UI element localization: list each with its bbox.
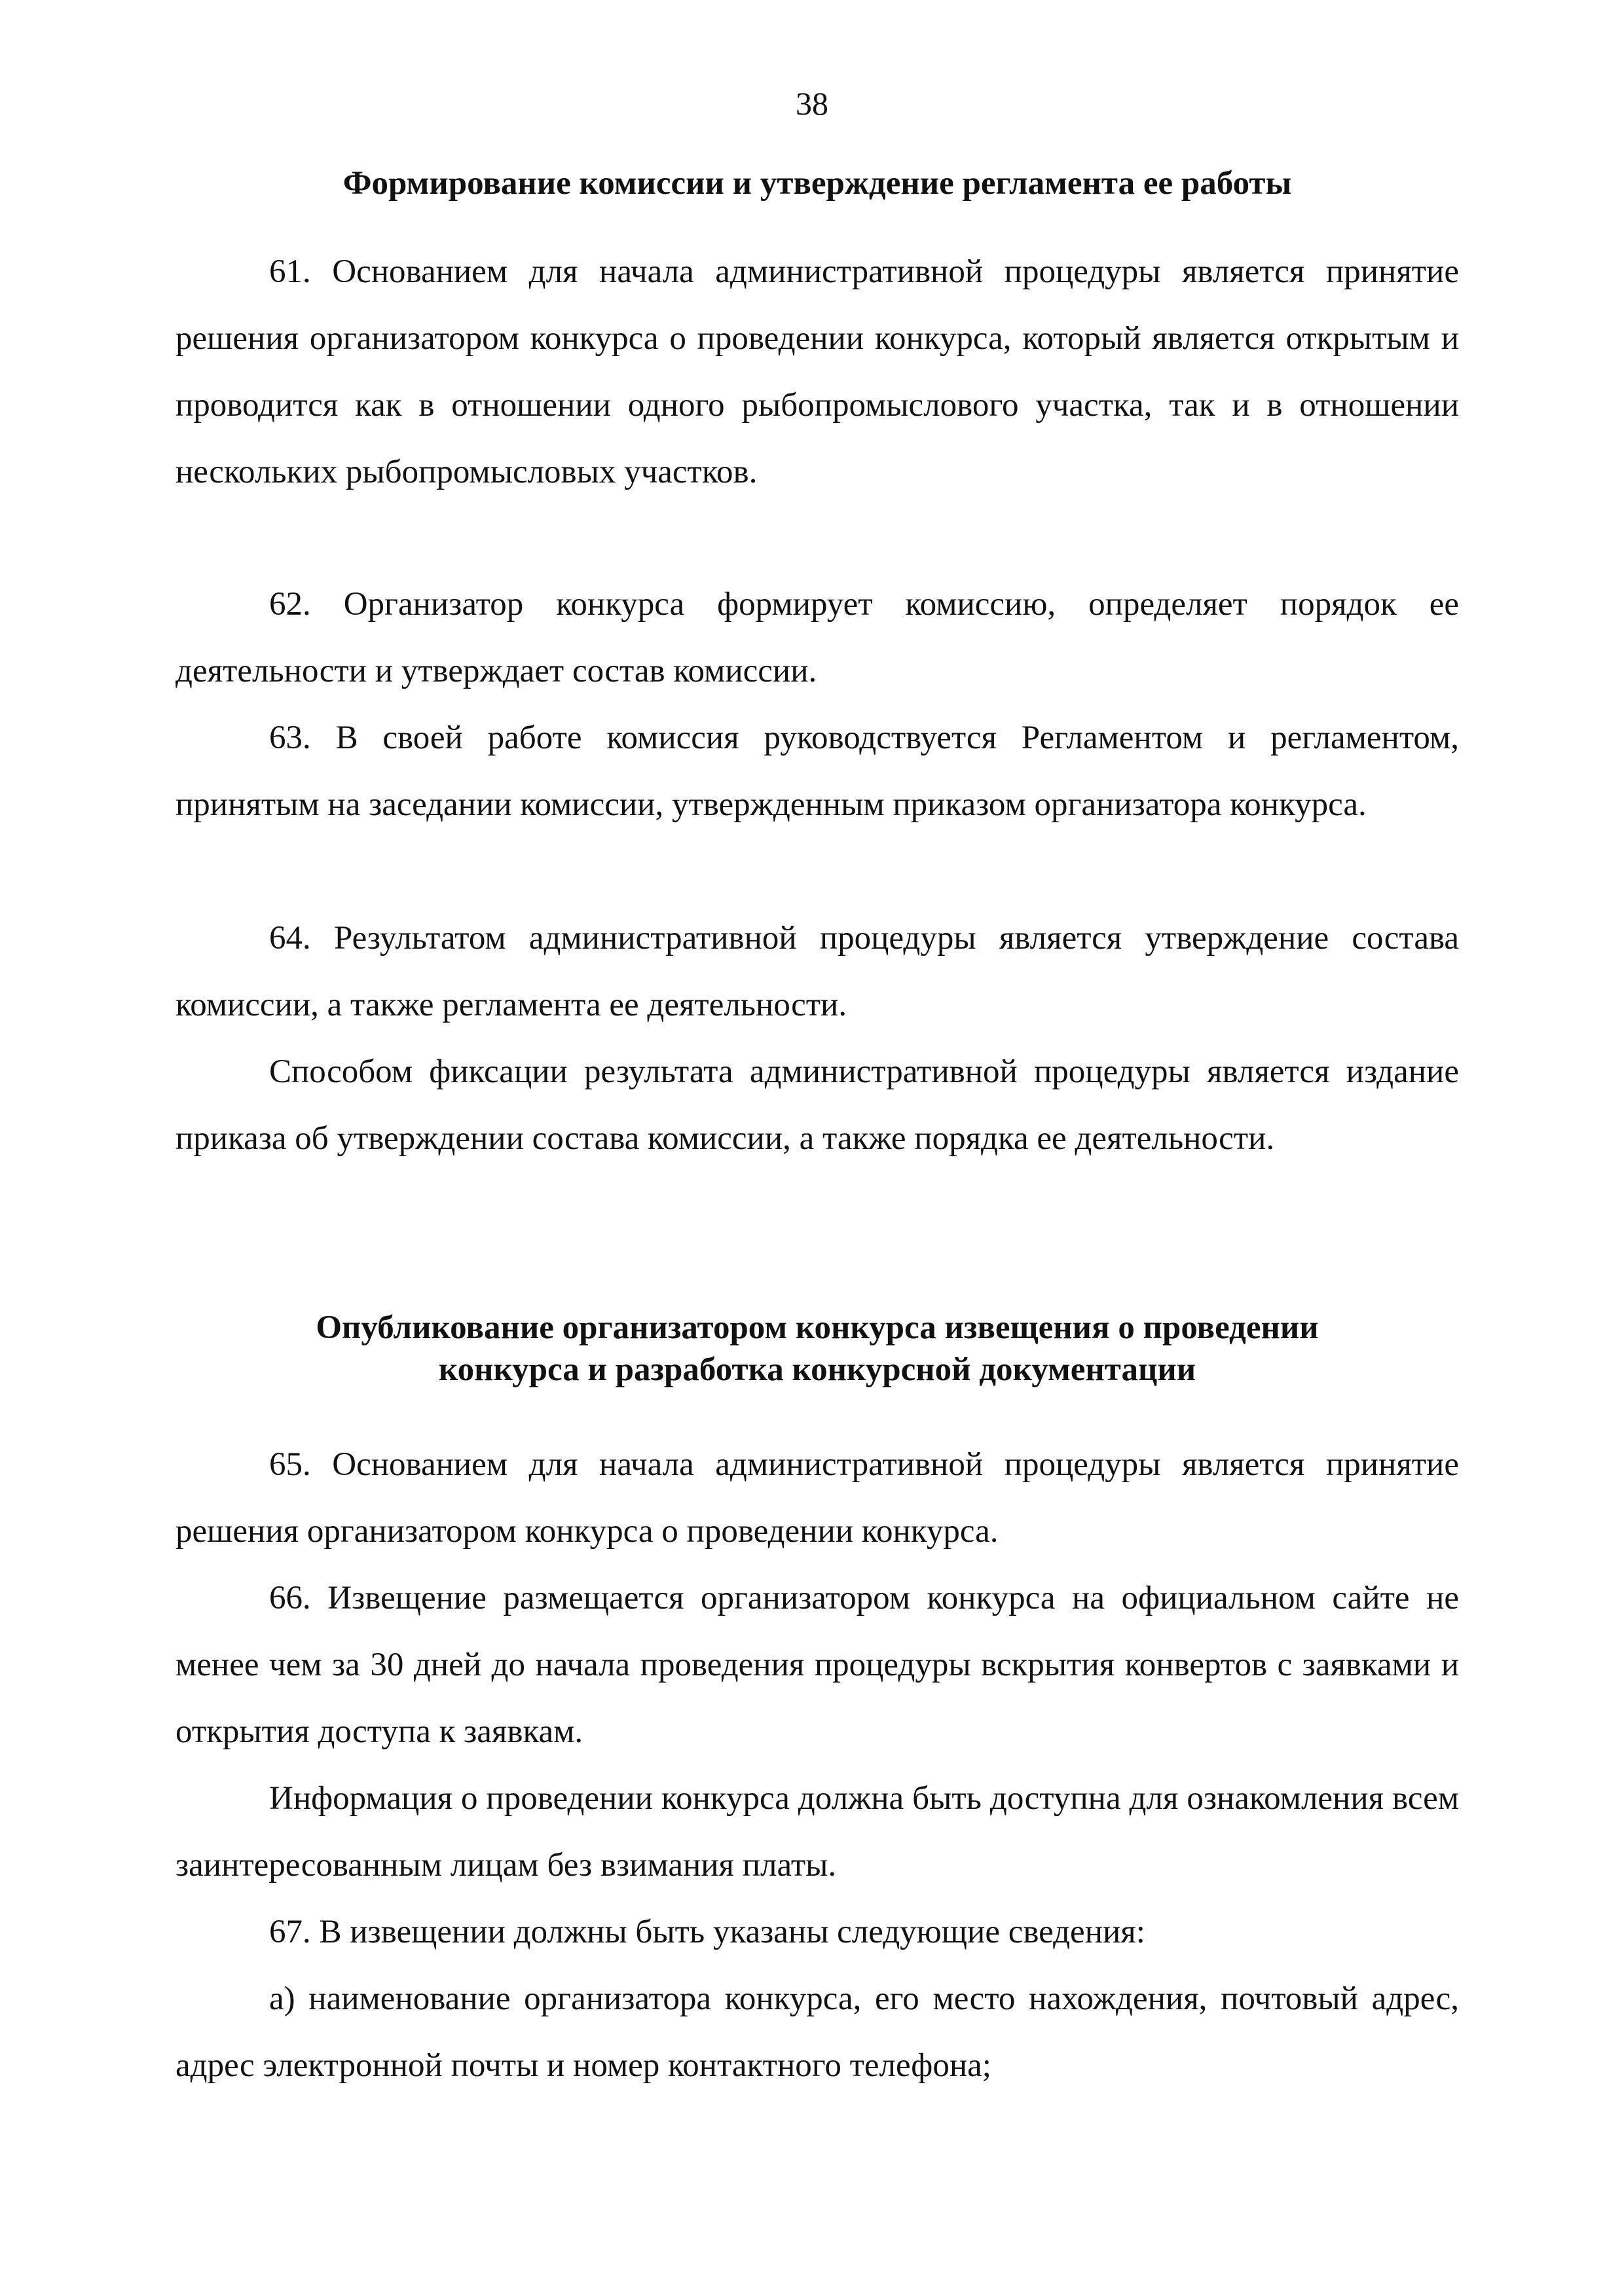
section-heading-publication xyxy=(175,1307,1459,1391)
page-number: 38 xyxy=(796,85,828,122)
paragraph-fixation: Способом фиксации результата административной процедуры является издание приказа об утверждении состава комиссии, а также порядка ее деятельности. xyxy=(175,1053,1459,1157)
section-heading-line-2: конкурса и разработка конкурсной документации xyxy=(438,1351,1196,1388)
paragraph-63: 63. В своей работе комиссия руководствуется Регламентом и регламентом, принятым на заседании комиссии, утвержденным приказом организатора конкурса. xyxy=(175,720,1459,823)
paragraph-67a: а) наименование организатора конкурса, его место нахождения, почтовый адрес, адрес электронной почты и номер контактного телефона; xyxy=(175,1980,1459,2084)
paragraph-64: 64. Результатом административной процедуры является утверждение состава комиссии, а также регламента ее деятельности. xyxy=(175,920,1459,1023)
paragraph-information: Информация о проведении конкурса должна быть доступна для ознакомления всем заинтересованным лицам без взимания платы. xyxy=(175,1780,1459,1884)
paragraph-67: 67. В извещении должны быть указаны следующие сведения: xyxy=(269,1914,1145,1950)
paragraph-61: 61. Основанием для начала административной процедуры является принятие решения организатором конкурса о проведении конкурса, который является открытым и проводится как в отношении одного рыбопромыслового участка, так и в отношении нескольких рыбопромысловых участков. xyxy=(175,253,1459,490)
paragraph-62: 62. Организатор конкурса формирует комиссию, определяет порядок ее деятельности и утверждает состав комиссии. xyxy=(175,586,1459,689)
paragraph-65: 65. Основанием для начала административной процедуры является принятие решения организатором конкурса о проведении конкурса. xyxy=(175,1446,1459,1550)
paragraph-66: 66. Извещение размещается организатором конкурса на официальном сайте не менее чем за 30 дней до начала проведения процедуры вскрытия конвертов с заявками и открытия доступа к заявкам. xyxy=(175,1580,1459,1750)
section-heading-commission: Формирование комиссии и утверждение регламента ее работы xyxy=(342,165,1292,202)
section-heading-line-1: Опубликование организатором конкурса извещения о проведении xyxy=(316,1309,1319,1346)
